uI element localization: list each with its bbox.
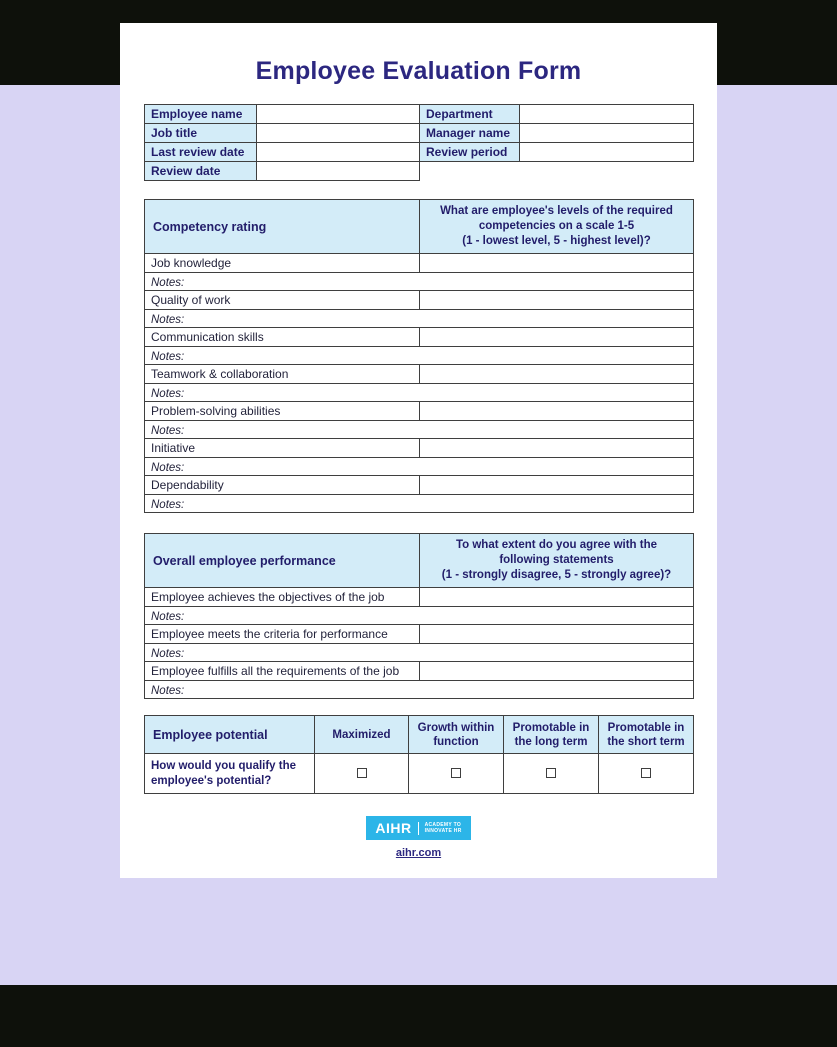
- rating-input-cell[interactable]: [420, 439, 694, 458]
- notes-input-cell[interactable]: [145, 458, 694, 476]
- job-title-field[interactable]: [257, 124, 420, 143]
- table-row: [145, 347, 694, 365]
- checkbox-promotable-short[interactable]: [641, 768, 651, 778]
- notes-input-cell[interactable]: [145, 607, 694, 625]
- rating-input-cell[interactable]: [420, 291, 694, 310]
- notes-label: Notes:: [151, 684, 185, 697]
- table-row: [145, 365, 694, 384]
- table-row: [145, 625, 694, 644]
- logo-divider: [418, 822, 419, 835]
- notes-input-cell[interactable]: [145, 421, 694, 439]
- table-row: [145, 254, 694, 273]
- aihr-website-link[interactable]: aihr.com: [395, 847, 442, 859]
- competency-scale-legend: (1 - lowest level, 5 - highest level)?: [462, 235, 651, 247]
- table-row: [145, 458, 694, 476]
- table-row: [145, 662, 694, 681]
- tagline-line2: INNOVATE HR: [424, 828, 462, 834]
- table-row: [145, 607, 694, 625]
- competency-item-label: Initiative: [145, 439, 420, 458]
- table-row: [145, 476, 694, 495]
- page-title: Employee Evaluation Form: [255, 57, 582, 85]
- empty-cell: [420, 162, 694, 181]
- checkbox-cell: [315, 754, 409, 794]
- table-row: [145, 402, 694, 421]
- table-row: [145, 384, 694, 402]
- tagline-line1: ACADEMY TO: [424, 822, 462, 828]
- competency-item-label: Dependability: [145, 476, 420, 495]
- notes-label: Notes:: [151, 276, 185, 289]
- competency-item-label: Communication skills: [145, 328, 420, 347]
- performance-scale-header: [420, 534, 694, 588]
- review-period-label: Review period: [420, 143, 520, 162]
- aihr-logo: [366, 816, 470, 840]
- notes-label: Notes:: [151, 610, 185, 623]
- potential-question: How would you qualify the employee's potential?: [145, 754, 315, 794]
- department-label: Department: [420, 105, 520, 124]
- performance-scale-question: To what extent do you agree with the following statements: [455, 539, 658, 566]
- table-row: [145, 534, 694, 588]
- job-title-label: Job title: [145, 124, 257, 143]
- aihr-logo-text: AIHR: [375, 820, 412, 836]
- table-row: [145, 439, 694, 458]
- page-footer: [144, 816, 693, 861]
- notes-label: Notes:: [151, 350, 185, 363]
- document-page: [120, 23, 717, 878]
- notes-input-cell[interactable]: [145, 310, 694, 328]
- rating-input-cell[interactable]: [420, 254, 694, 273]
- last-review-date-label: Last review date: [145, 143, 257, 162]
- table-row: [145, 105, 694, 124]
- notes-label: Notes:: [151, 387, 185, 400]
- table-row: [145, 273, 694, 291]
- notes-input-cell[interactable]: [145, 495, 694, 513]
- employee-name-field[interactable]: [257, 105, 420, 124]
- checkbox-cell: [409, 754, 504, 794]
- table-row: [145, 162, 694, 181]
- checkbox-growth[interactable]: [451, 768, 461, 778]
- review-date-label: Review date: [145, 162, 257, 181]
- notes-input-cell[interactable]: [145, 347, 694, 365]
- checkbox-cell: [504, 754, 599, 794]
- last-review-date-field[interactable]: [257, 143, 420, 162]
- employee-info-table: [144, 104, 694, 181]
- performance-item-label: Employee achieves the objectives of the job: [145, 588, 420, 607]
- competency-rating-header: Competency rating: [145, 200, 420, 254]
- employee-potential-table: [144, 715, 694, 794]
- checkbox-promotable-long[interactable]: [546, 768, 556, 778]
- table-row: [145, 310, 694, 328]
- notes-input-cell[interactable]: [145, 681, 694, 699]
- table-row: [145, 716, 694, 754]
- table-row: [145, 588, 694, 607]
- table-row: [145, 681, 694, 699]
- overall-performance-table: [144, 533, 694, 699]
- competency-rating-table: [144, 199, 694, 513]
- rating-input-cell[interactable]: [420, 328, 694, 347]
- notes-label: Notes:: [151, 461, 185, 474]
- notes-input-cell[interactable]: [145, 384, 694, 402]
- table-row: [145, 754, 694, 794]
- rating-input-cell[interactable]: [420, 476, 694, 495]
- potential-column-maximized: Maximized: [315, 716, 409, 754]
- competency-scale-header: [420, 200, 694, 254]
- review-date-field[interactable]: [257, 162, 420, 181]
- notes-input-cell[interactable]: [145, 644, 694, 662]
- competency-item-label: Job knowledge: [145, 254, 420, 273]
- notes-label: Notes:: [151, 424, 185, 437]
- table-row: [145, 143, 694, 162]
- overall-performance-header: Overall employee performance: [145, 534, 420, 588]
- rating-input-cell[interactable]: [420, 625, 694, 644]
- manager-name-field[interactable]: [520, 124, 694, 143]
- notes-label: Notes:: [151, 647, 185, 660]
- competency-item-label: Problem-solving abilities: [145, 402, 420, 421]
- performance-item-label: Employee meets the criteria for performance: [145, 625, 420, 644]
- table-row: [145, 124, 694, 143]
- competency-scale-question: What are employee's levels of the required competencies on a scale 1-5: [440, 205, 673, 232]
- notes-label: Notes:: [151, 313, 185, 326]
- table-row: [145, 495, 694, 513]
- rating-input-cell[interactable]: [420, 662, 694, 681]
- table-row: [145, 291, 694, 310]
- competency-item-label: Quality of work: [145, 291, 420, 310]
- checkbox-maximized[interactable]: [357, 768, 367, 778]
- checkbox-cell: [599, 754, 694, 794]
- notes-label: Notes:: [151, 498, 185, 511]
- table-row: [145, 200, 694, 254]
- performance-item-label: Employee fulfills all the requirements of the job: [145, 662, 420, 681]
- rating-input-cell[interactable]: [420, 365, 694, 384]
- employee-potential-header: Employee potential: [145, 716, 315, 754]
- potential-column-promotable-long: Promotable in the long term: [504, 716, 599, 754]
- table-row: [145, 421, 694, 439]
- rating-input-cell[interactable]: [420, 402, 694, 421]
- table-row: [145, 644, 694, 662]
- potential-column-growth: Growth within function: [409, 716, 504, 754]
- performance-scale-legend: (1 - strongly disagree, 5 - strongly agree)?: [441, 569, 672, 581]
- department-field[interactable]: [520, 105, 694, 124]
- manager-name-label: Manager name: [420, 124, 520, 143]
- employee-name-label: Employee name: [145, 105, 257, 124]
- potential-column-promotable-short: Promotable in the short term: [599, 716, 694, 754]
- review-period-field[interactable]: [520, 143, 694, 162]
- competency-item-label: Teamwork & collaboration: [145, 365, 420, 384]
- table-row: [145, 328, 694, 347]
- notes-input-cell[interactable]: [145, 273, 694, 291]
- aihr-logo-tagline: [425, 822, 462, 834]
- rating-input-cell[interactable]: [420, 588, 694, 607]
